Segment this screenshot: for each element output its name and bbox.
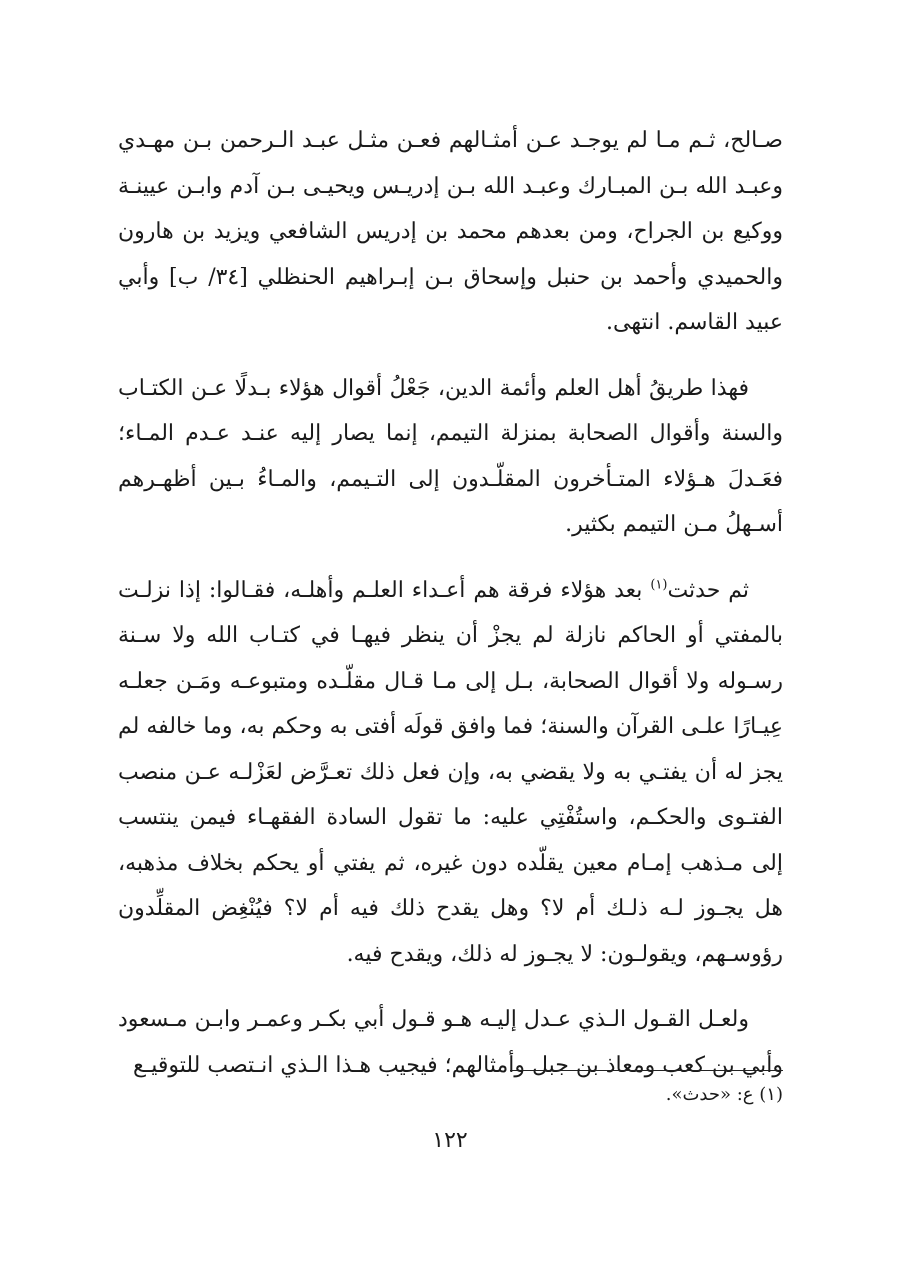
paragraph-3-start: ثم حدثت bbox=[667, 577, 749, 603]
paragraph-4: ولعـل القـول الـذي عـدل إليـه هـو قـول أبي بكـر وعمـر وابـن مـسعود وأبي بن كعب ومعاذ بن جبل وأمثالهم؛ فيجيب هـذا الـذي انـتصب للتوقيـع bbox=[118, 1007, 783, 1078]
footnote: (١) ع: «حدث». bbox=[665, 1084, 783, 1105]
page-number: ١٢٢ bbox=[432, 1128, 468, 1153]
footnote-marker: (١) bbox=[650, 577, 668, 593]
footnote-divider bbox=[510, 1070, 783, 1071]
paragraph-3-rest: بعد هؤلاء فرقة هم أعـداء العلـم وأهلـه، فقـالوا: إذا نزلـت بالمفتي أو الحاكم نازلة لم يجزْ أن ينظر فيهـا في كتـاب الله ولا سـنة رسـوله ولا أقوال الصحابة، بـل إلى مـا قـال مقلّـده ومتبوعـه ومَـن جعلـه عِيـارًا علـى القرآن والسنة؛ فما وافق قولَه أفتى به وحكم به، وما خالفه لم يجز له أن يفتـي به ولا يقضي به، وإن فعل ذلك تعـرَّض لعَزْلـه عـن منصب الفتـوى والحكـم، واستُفْتِي عليه: ما تقول السادة الفقهـاء فيمن ينتسب إلى مـذهب إمـام معين يقلّده دون غيره، ثم يفتي أو يحكم بخلاف مذهبه، هل يجـوز لـه ذلـك أم لا؟ وهل يقدح ذلك فيه أم لا؟ فيُنْغِض المقلِّدون رؤوسـهم، ويقولـون: لا يجـوز له ذلك، ويقدح فيه. bbox=[118, 577, 783, 967]
paragraph-1: صـالح، ثـم مـا لم يوجـد عـن أمثـالهم فعـن مثـل عبـد الـرحمن بـن مهـدي وعبـد الله بـن المبـارك وعبـد الله بـن إدريـس ويحيـى بـن آدم وابـن عيينـة ووكيع بن الجراح، ومن بعدهم محمد بن إدريس الشافعي ويزيد بن هارون والحميدي وأحمد بن حنبل وإسحاق بـن إبـراهيم الحنظلي [٣٤/ ب] وأبي عبيد القاسم. انتهى. bbox=[118, 128, 783, 335]
main-text bbox=[118, 118, 783, 1108]
paragraph-2: فهذا طريقُ أهل العلم وأئمة الدين، جَعْلُ أقوال هؤلاء بـدلًا عـن الكتـاب والسنة وأقوال الصحابة بمنزلة التيمم، إنما يصار إليه عنـد عـدم المـاء؛ فعَـدلَ هـؤلاء المتـأخرون المقلّـدون إلى التـيمم، والمـاءُ بـين أظهـرهم أسـهلُ مـن التيمم بكثير. bbox=[118, 375, 783, 537]
paragraph-3 bbox=[118, 568, 783, 978]
